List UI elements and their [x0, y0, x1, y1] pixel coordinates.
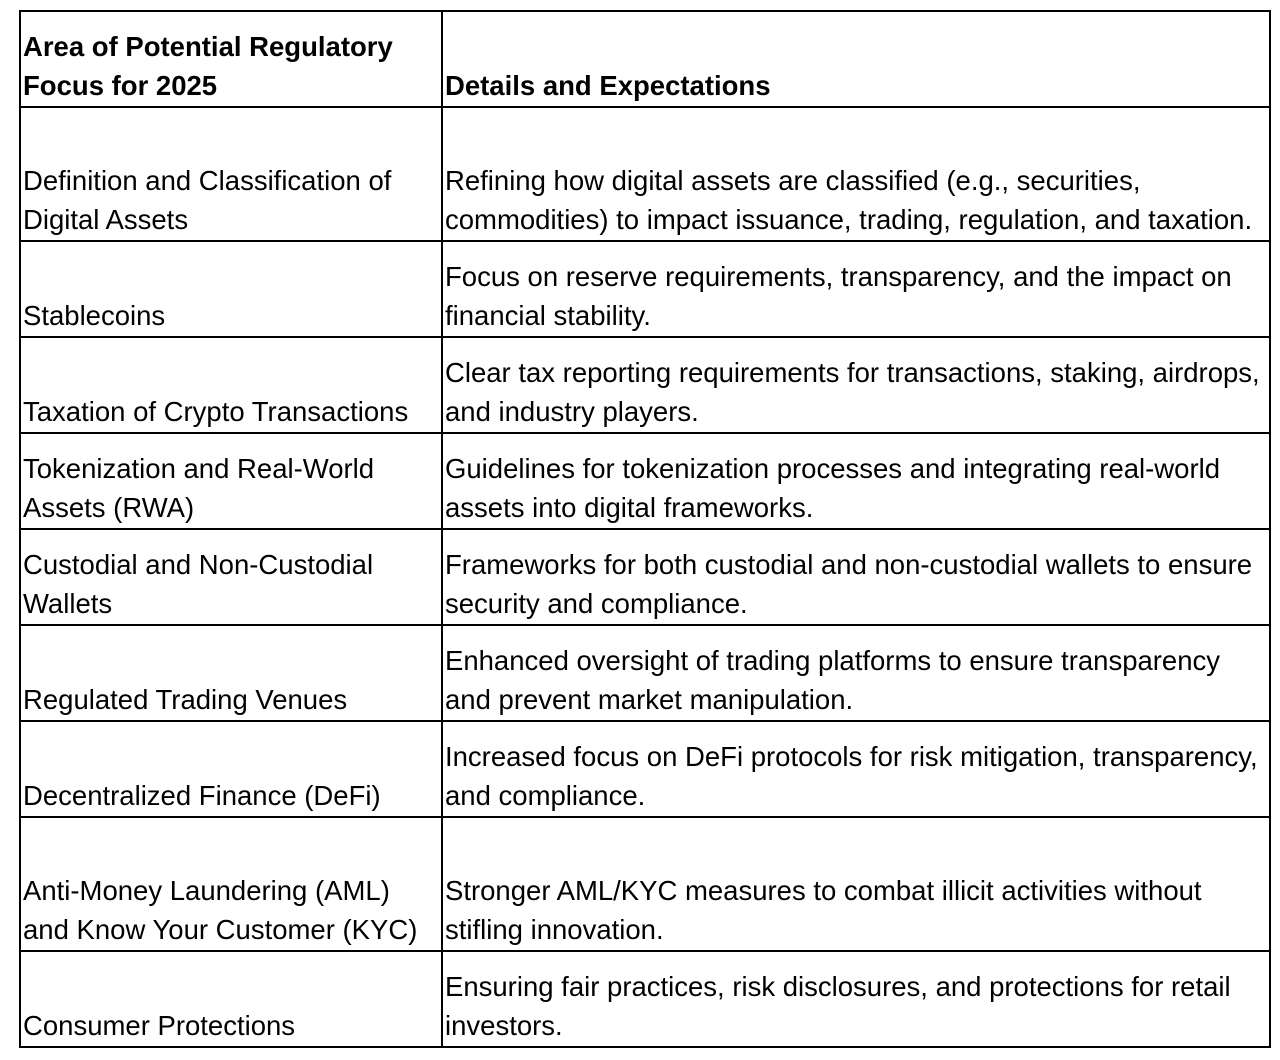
table-header — [20, 11, 1270, 107]
area-cell: Decentralized Finance (DeFi) — [20, 721, 442, 817]
area-cell: Consumer Protections — [20, 951, 442, 1047]
table-row — [20, 951, 1270, 1047]
table-row — [20, 817, 1270, 951]
area-cell: Custodial and Non-Custodial Wallets — [20, 529, 442, 625]
details-cell: Ensuring fair practices, risk disclosures, and protections for retail investors. — [442, 951, 1270, 1047]
details-cell: Focus on reserve requirements, transparency, and the impact on financial stability. — [442, 241, 1270, 337]
table-row — [20, 721, 1270, 817]
table-body — [20, 107, 1270, 1047]
header-details: Details and Expectations — [442, 11, 1270, 107]
details-cell: Enhanced oversight of trading platforms to ensure transparency and prevent market manipulation. — [442, 625, 1270, 721]
area-cell: Stablecoins — [20, 241, 442, 337]
area-cell: Anti-Money Laundering (AML) and Know Your Customer (KYC) — [20, 817, 442, 951]
details-cell: Clear tax reporting requirements for transactions, staking, airdrops, and industry players. — [442, 337, 1270, 433]
table-row — [20, 625, 1270, 721]
area-cell: Definition and Classification of Digital Assets — [20, 107, 442, 241]
details-cell: Increased focus on DeFi protocols for risk mitigation, transparency, and compliance. — [442, 721, 1270, 817]
details-cell: Frameworks for both custodial and non-custodial wallets to ensure security and compliance. — [442, 529, 1270, 625]
area-cell: Taxation of Crypto Transactions — [20, 337, 442, 433]
details-cell: Guidelines for tokenization processes and integrating real-world assets into digital frameworks. — [442, 433, 1270, 529]
table-row — [20, 433, 1270, 529]
header-area: Area of Potential Regulatory Focus for 2025 — [20, 11, 442, 107]
area-cell: Tokenization and Real-World Assets (RWA) — [20, 433, 442, 529]
table-row — [20, 107, 1270, 241]
regulatory-focus-table — [19, 10, 1271, 1048]
details-cell: Refining how digital assets are classified (e.g., securities, commodities) to impact issuance, trading, regulation, and taxation. — [442, 107, 1270, 241]
details-cell: Stronger AML/KYC measures to combat illicit activities without stifling innovation. — [442, 817, 1270, 951]
table-row — [20, 241, 1270, 337]
area-cell: Regulated Trading Venues — [20, 625, 442, 721]
header-row — [20, 11, 1270, 107]
table-row — [20, 529, 1270, 625]
table-row — [20, 337, 1270, 433]
